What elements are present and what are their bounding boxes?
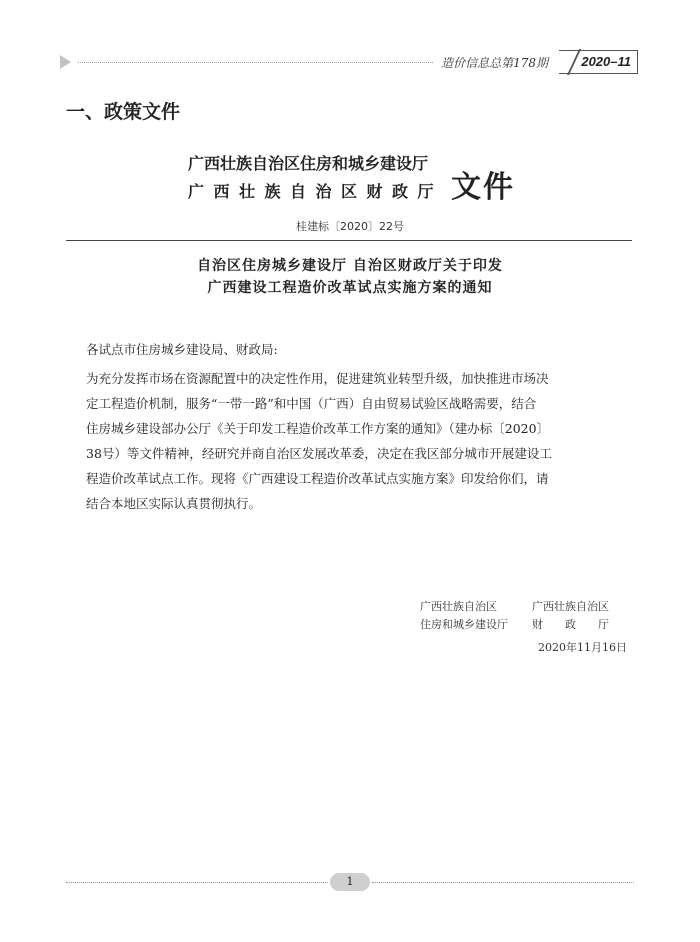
body-line: 定工程造价机制，服务“一带一路”和中国（广西）自由贸易试验区战略需要，结合 [86, 396, 537, 411]
notice-title-line-2: 广西建设工程造价改革试点实施方案的通知 [207, 280, 493, 296]
issuing-orgs [188, 150, 443, 206]
notice-title [0, 255, 700, 299]
page-number: 1 [330, 873, 370, 891]
section-title: 一、政策文件 [66, 101, 181, 123]
issue-date: 2020–11 [581, 54, 631, 69]
header-rule [66, 240, 632, 241]
date-box [559, 50, 638, 74]
issuing-org-finance: 广西壮族自治区财政厅 [188, 182, 444, 201]
footer-divider-right [372, 882, 634, 883]
body-line: 程造价改革试点工作。现将《广西建设工程造价改革试点实施方案》印发给你们，请 [86, 471, 549, 486]
page-header [60, 50, 638, 74]
signature-block [420, 598, 609, 634]
body-line: 结合本地区实际认真贯彻执行。 [86, 496, 262, 511]
document-label: 文件 [451, 170, 515, 205]
signer-finance-line-2: 财 政 厅 [532, 618, 609, 631]
signer-housing-line-2: 住房和城乡建设厅 [420, 618, 508, 631]
body-line: 为充分发挥市场在资源配置中的决定性作用，促进建筑业转型升级，加快推进市场决 [86, 371, 549, 386]
play-arrow-icon [60, 55, 71, 69]
notice-title-line-1: 自治区住房城乡建设厅 自治区财政厅关于印发 [197, 258, 503, 274]
signature-row [420, 598, 609, 616]
body-paragraph [86, 366, 618, 516]
signer-finance-line-1: 广西壮族自治区 [532, 600, 609, 613]
signer-housing-line-1: 广西壮族自治区 [420, 600, 497, 613]
issue-label: 造价信息总第178期 [441, 56, 548, 70]
header-divider [78, 62, 433, 63]
issuing-org-housing: 广西壮族自治区住房和城乡建设厅 [188, 154, 429, 173]
salutation: 各试点市住房城乡建设局、财政局: [86, 342, 278, 357]
signature-row [420, 616, 609, 634]
document-number: 桂建标〔2020〕22号 [296, 220, 404, 233]
body-line: 38号）等文件精神，经研究并商自治区发展改革委，决定在我区部分城市开展建设工 [86, 446, 552, 461]
body-line: 住房城乡建设部办公厅《关于印发工程造价改革工作方案的通知》（建办标〔2020〕 [86, 421, 550, 436]
footer-divider-left [66, 882, 328, 883]
signature-date: 2020年11月16日 [538, 641, 627, 654]
